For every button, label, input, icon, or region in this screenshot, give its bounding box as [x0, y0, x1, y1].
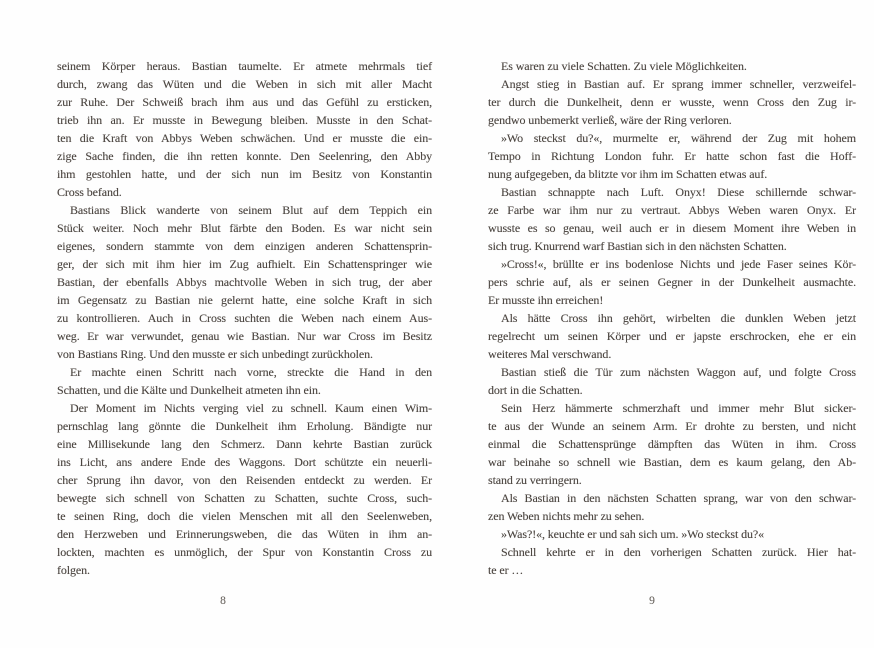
text-line: weg. Er war verwundet, genau wie Bastian. Nur war Cross im Besitz	[57, 329, 432, 343]
paragraph	[488, 255, 856, 309]
text-line: te er …	[488, 563, 524, 577]
text-line: Der Moment im Nichts verging viel zu schnell. Kaum einen Wim-	[70, 401, 432, 415]
text-line: Sein Herz hämmerte schmerzhaft und immer mehr Blut sicker-	[501, 401, 856, 415]
text-line: durch, zwang das Wüten und die Weben in sich mit aller Macht	[57, 77, 432, 91]
text-line: »Was?!«, keuchte er und sah sich um. »Wo steckst du?«	[501, 527, 765, 541]
text-line: Schatten, und die Kälte und Dunkelheit atmeten ihn ein.	[57, 383, 321, 397]
paragraph	[488, 183, 856, 255]
text-line: pers schrie auf, als er seinen Gegner in der Dunkelheit ausmachte.	[488, 275, 856, 289]
text-line: sich trug. Knurrend warf Bastian sich in den nächsten Schatten.	[488, 239, 787, 253]
text-line: dort in die Schatten.	[488, 383, 583, 397]
text-line: weiteres Mal verschwand.	[488, 347, 612, 361]
text-line: von Bastians Ring. Und den musste er sich unbedingt zurückholen.	[57, 347, 373, 361]
text-line: Bastians Blick wanderte von seinem Blut auf dem Teppich ein	[70, 203, 432, 217]
page-left-number: 8	[220, 595, 226, 607]
text-line: gendwo unbemerkt verließ, wäre der Ring verloren.	[488, 113, 732, 127]
paragraph	[57, 57, 432, 201]
text-line: ten die Kraft von Abbys Weben schwächen. Und er musste die ein-	[57, 131, 432, 145]
page-left-text-column	[57, 57, 432, 579]
paragraph	[488, 543, 856, 579]
text-line: Als Bastian in den nächsten Schatten sprang, war von den schwar-	[501, 491, 856, 505]
text-line: Bastian schnappte nach Luft. Onyx! Diese schillernde schwar-	[501, 185, 856, 199]
paragraph	[488, 525, 856, 543]
paragraph	[488, 363, 856, 399]
paragraph	[488, 399, 856, 489]
text-line: »Wo steckst du?«, murmelte er, während der Zug mit hohem	[501, 131, 856, 145]
text-line: eigenes, sondern stammte von dem einzigen anderen Schattensprin-	[57, 239, 432, 253]
text-line: lockten, machten es unmöglich, der Spur von Konstantin Cross zu	[57, 545, 432, 559]
text-line: zu kontrollieren. Auch in Cross suchten die Weben nach einem Aus-	[57, 311, 432, 325]
text-line: trieb ihn an. Er musste in Bewegung bleiben. Musste in den Schat-	[57, 113, 432, 127]
text-line: ger, der sich mit ihm hier im Zug aufhielt. Ein Schattenspringer wie	[57, 257, 432, 271]
text-line: regelrecht um seinen Körper und er japste erschrocken, ehe er ein	[488, 329, 856, 343]
text-line: ze Farbe war ihm nur zu vertraut. Abbys Weben waren Onyx. Er	[488, 203, 856, 217]
page-right-number: 9	[649, 595, 655, 607]
text-line: ins Licht, ans andere Ende des Waggons. Dort schützte ein neuerli-	[57, 455, 432, 469]
text-line: nung aufgegeben, da blitzte vor ihm im Schatten etwas auf.	[488, 167, 768, 181]
page-right-text-column	[488, 57, 856, 579]
text-line: Er machte einen Schritt nach vorne, streckte die Hand in den	[70, 365, 432, 379]
text-line: Tempo in Richtung London fuhr. Er hatte schon fast die Hoff-	[488, 149, 856, 163]
text-line: im Gegensatz zu Bastian nie gelernt hatte, eine solche Kraft in sich	[57, 293, 432, 307]
text-line: zige Sache finden, die ihn retten konnte. Den Seelenring, den Abby	[57, 149, 432, 163]
text-line: pernschlag lang gönnte die Dunkelheit ihm Erholung. Bändigte nur	[57, 419, 432, 433]
text-line: den Herzweben und Erinnerungsweben, die das Wüten in ihm an-	[57, 527, 432, 541]
text-line: eine Millisekunde lang den Schmerz. Dann kehrte Bastian zurück	[57, 437, 432, 451]
text-line: folgen.	[57, 563, 90, 577]
text-line: Er musste ihn erreichen!	[488, 293, 604, 307]
text-line: te aus der Wunde an seinem Arm. Er drohte zu bersten, und nicht	[488, 419, 856, 433]
paragraph	[57, 399, 432, 579]
text-line: Angst stieg in Bastian auf. Er sprang immer schneller, verzweifel-	[501, 77, 856, 91]
text-line: Bastian, der ebenfalls Abbys machtvolle Weben in sich trug, der aber	[57, 275, 432, 289]
text-line: Schnell kehrte er in den vorherigen Schatten zurück. Hier hat-	[501, 545, 856, 559]
paragraph	[488, 75, 856, 129]
text-line: Als hätte Cross ihn gehört, wirbelten die dunklen Weben jetzt	[501, 311, 856, 325]
paragraph	[488, 309, 856, 363]
paragraph	[57, 201, 432, 363]
paragraph	[57, 363, 432, 399]
text-line: bewegte sich schnell von Schatten zu Schatten, suchte Cross, such-	[57, 491, 432, 505]
text-line: ter durch die Dunkelheit, denn er wusste, wenn Cross den Zug ir-	[488, 95, 856, 109]
text-line: wusste es so genau, weil auch er in diesem Moment ihre Weben in	[488, 221, 856, 235]
text-line: ihm gestohlen hatte, und der sich nun im Besitz von Konstantin	[57, 167, 432, 181]
text-line: Es waren zu viele Schatten. Zu viele Möglichkeiten.	[501, 59, 747, 73]
text-line: Stück weiter. Noch mehr Blut färbte den Boden. Es war nicht sein	[57, 221, 432, 235]
text-line: war beinahe so schnell wie Bastian, dem es kaum gelang, den Ab-	[488, 455, 856, 469]
text-line: Cross befand.	[57, 185, 122, 199]
paragraph	[488, 489, 856, 525]
paragraph	[488, 129, 856, 183]
text-line: einmal die Schattensprünge dämpften das Wüten in ihm. Cross	[488, 437, 856, 451]
text-line: zen Weben nichts mehr zu sehen.	[488, 509, 645, 523]
text-line: te seinen Ring, doch die vielen Menschen mit all den Seelenweben,	[57, 509, 432, 523]
text-line: seinem Körper heraus. Bastian taumelte. Er atmete mehrmals tief	[57, 59, 432, 73]
text-line: zur Ruhe. Der Schweiß brach ihm aus und das Gefühl zu ersticken,	[57, 95, 432, 109]
text-line: »Cross!«, brüllte er ins bodenlose Nichts und jede Faser seines Kör-	[501, 257, 856, 271]
text-line: Bastian stieß die Tür zum nächsten Waggon auf, und folgte Cross	[501, 365, 856, 379]
text-line: stand zu verringern.	[488, 473, 582, 487]
text-line: cher Sprung ihn davor, von den Reisenden entdeckt zu werden. Er	[57, 473, 432, 487]
paragraph	[488, 57, 856, 75]
